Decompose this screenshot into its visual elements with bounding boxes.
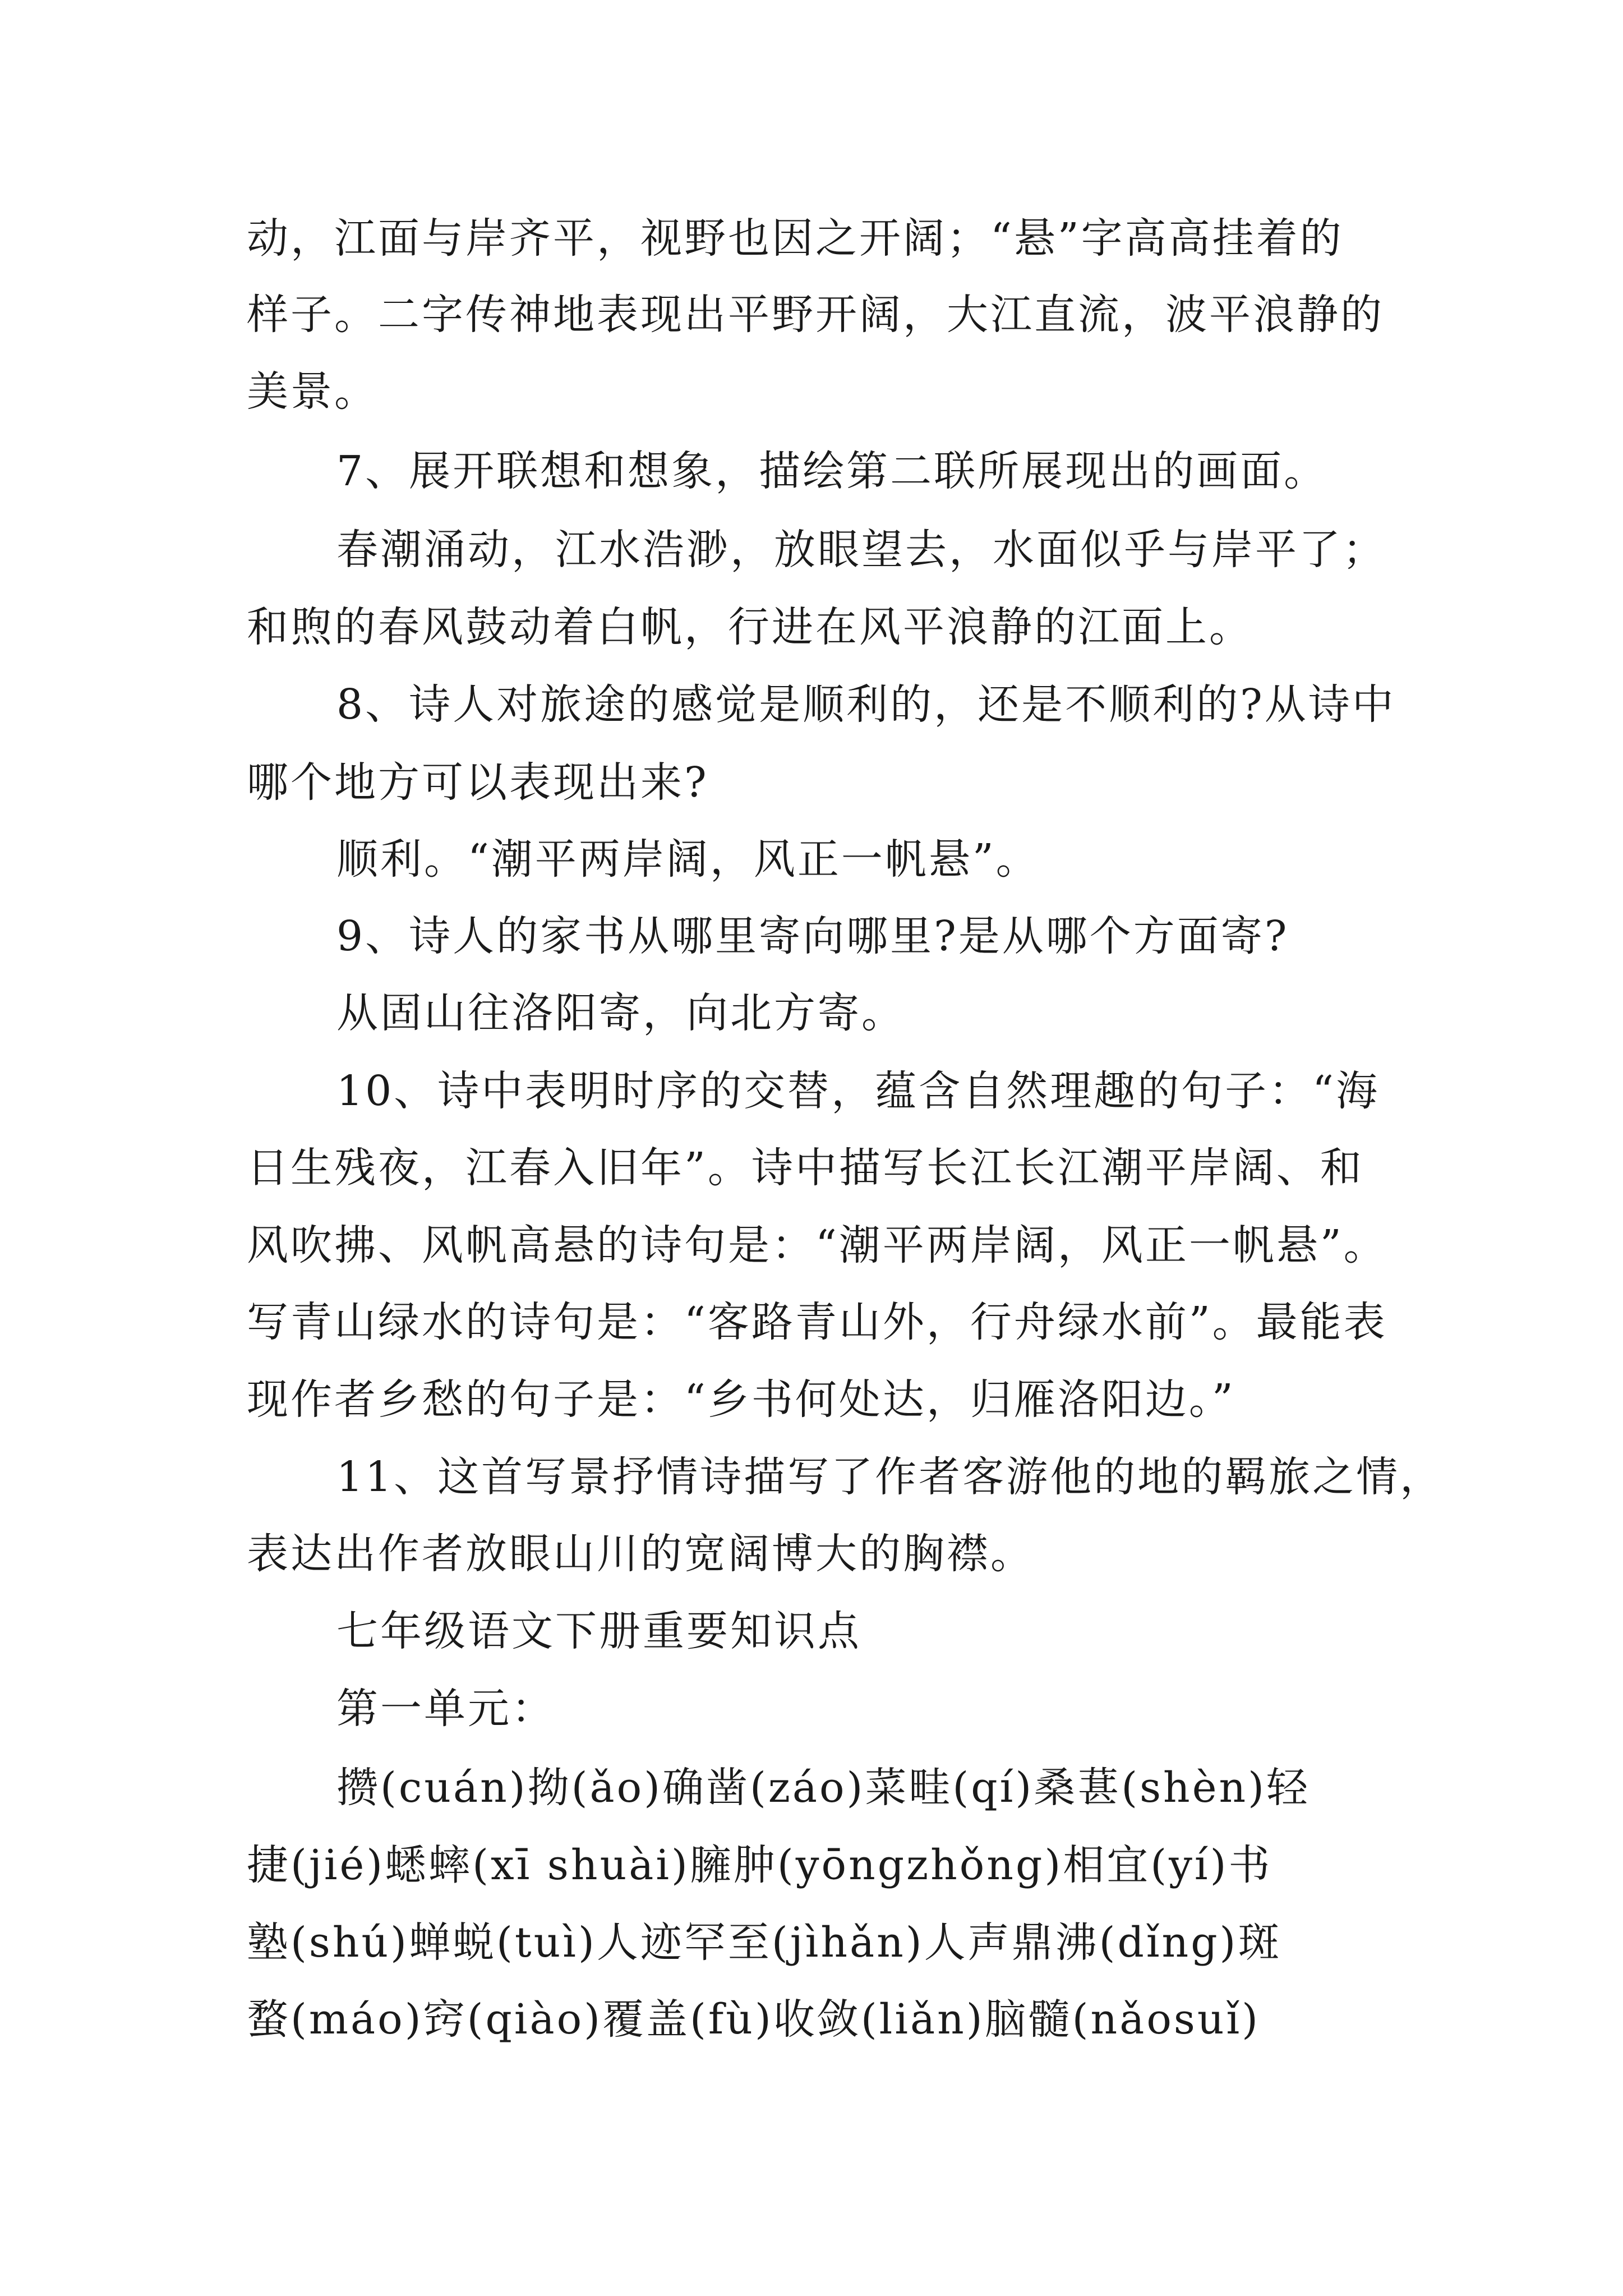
question-11: 11、这首写景抒情诗描写了作者客游他的地的羁旅之情，	[336, 1453, 1444, 1501]
paragraph-line: 动，江面与岸齐平，视野也因之开阔；“悬”字高高挂着的	[247, 214, 1344, 263]
answer-8: 顺利。“潮平两岸阔，风正一帆悬”。	[336, 835, 1040, 884]
question-10-line: 日生残夜，江春入旧年”。诗中描写长江长江潮平岸阔、和	[247, 1144, 1364, 1192]
question-10-line: 现作者乡愁的句子是：“乡书何处达，归雁洛阳边。”	[247, 1375, 1235, 1424]
vocab-line: 塾(shú)蝉蜕(tuì)人迹罕至(jìhǎn)人声鼎沸(dǐng)斑	[247, 1918, 1282, 1967]
question-10: 10、诗中表明时序的交替，蕴含自然理趣的句子：“海	[336, 1067, 1380, 1115]
paragraph-line: 美景。	[247, 367, 378, 416]
vocab-line: 蝥(máo)窍(qiào)覆盖(fù)收敛(liǎn)脑髓(nǎosuǐ)	[247, 1995, 1261, 2044]
question-10-line: 写青山绿水的诗句是：“客路青山外，行舟绿水前”。最能表	[247, 1298, 1387, 1346]
answer-7-line: 和煦的春风鼓动着白帆，行进在风平浪静的江面上。	[247, 603, 1253, 651]
question-8: 8、诗人对旅途的感觉是顺利的，还是不顺利的?从诗中	[336, 680, 1396, 729]
question-11-line: 表达出作者放眼山川的宽阔博大的胸襟。	[247, 1530, 1034, 1578]
answer-7-line: 春潮涌动，江水浩渺，放眼望去，水面似乎与岸平了；	[336, 526, 1386, 574]
question-8-line: 哪个地方可以表现出来?	[247, 758, 709, 807]
question-9: 9、诗人的家书从哪里寄向哪里?是从哪个方面寄?	[336, 912, 1289, 960]
answer-9: 从固山往洛阳寄，向北方寄。	[336, 989, 905, 1037]
question-7: 7、展开联想和想象，描绘第二联所展现出的画面。	[336, 447, 1328, 495]
paragraph-line: 样子。二字传神地表现出平野开阔，大江直流，波平浪静的	[247, 291, 1384, 339]
vocab-line: 攒(cuán)拗(ǎo)确凿(záo)菜畦(qí)桑葚(shèn)轻	[336, 1764, 1311, 1812]
section-title: 七年级语文下册重要知识点	[336, 1607, 861, 1655]
question-10-line: 风吹拂、风帆高悬的诗句是：“潮平两岸阔，风正一帆悬”。	[247, 1221, 1387, 1269]
unit-heading: 第一单元：	[336, 1685, 555, 1733]
vocab-line: 捷(jié)蟋蟀(xī shuài)臃肿(yōngzhǒng)相宜(yí)书	[247, 1841, 1272, 1889]
